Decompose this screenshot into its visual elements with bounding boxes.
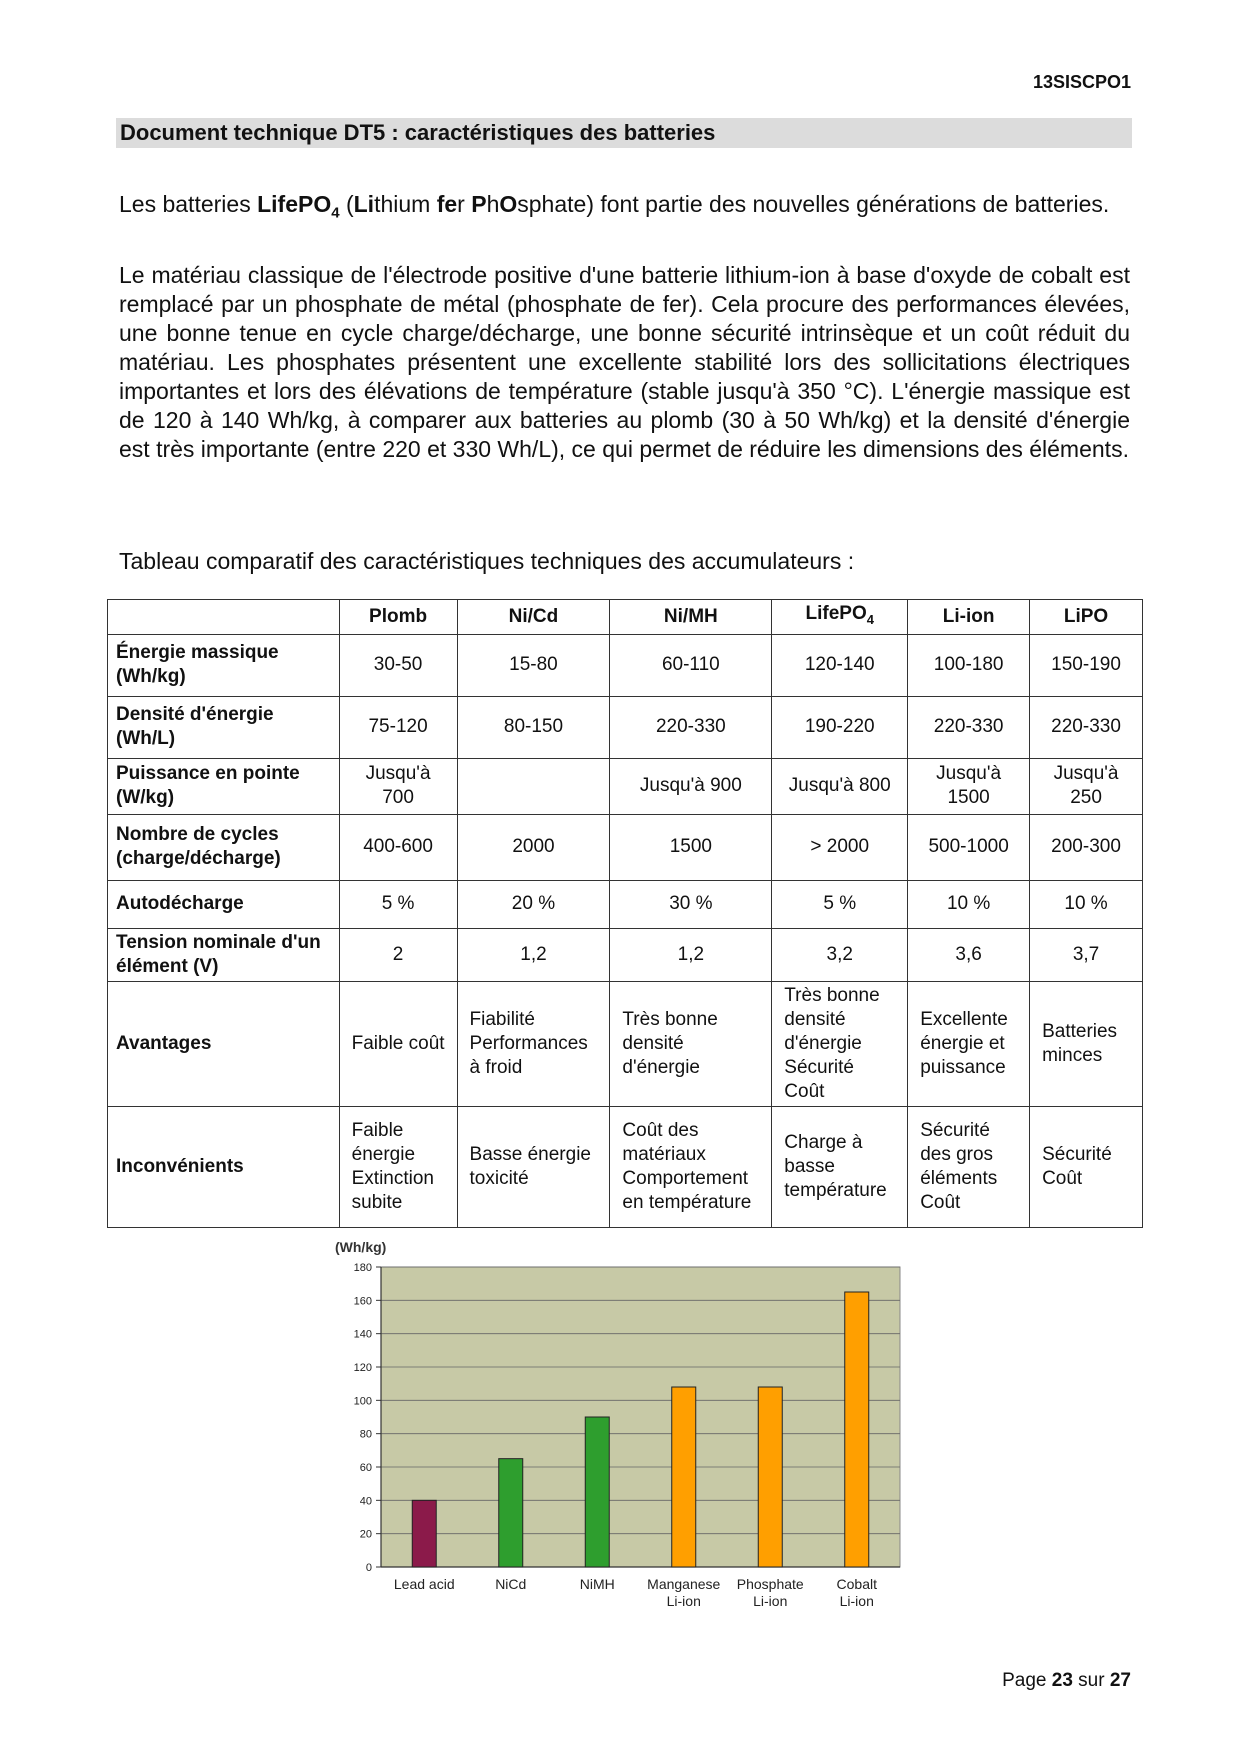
table-cell: 3,7 xyxy=(1030,928,1143,981)
table-cell: 10 % xyxy=(908,880,1030,928)
table-cell: 2 xyxy=(339,928,457,981)
chart-x-tick-label: NiCd xyxy=(495,1576,527,1592)
table-cell: 5 % xyxy=(339,880,457,928)
intro-paragraph-2: Le matériau classique de l'électrode positive d'une batterie lithium-ion à base d'oxyde de cobalt est remplacé par un phosphate de métal (phosphate de fer). Cela procure des performances élevées, une bonne tenue en cycle charge/décharge, une bonne sécurité intrinsèque et un coût réduit du matériau. Les phosphates présentent une excellente stabilité lors des sollicitations électriques importantes et lors des élévations de température (stable jusqu'à 350 °C). L'énergie massique est de 120 à 140 Wh/kg, à comparer aux batteries au plomb (30 à 50 Wh/kg) et la densité d'énergie est très importante (entre 220 et 330 Wh/L), ce qui permet de réduire les dimensions des éléments. xyxy=(119,262,1130,462)
table-cell: Jusqu'à 800 xyxy=(772,758,908,814)
table-cell: Batteries minces xyxy=(1030,981,1143,1106)
chart-x-tick-label: Li-ion xyxy=(753,1593,788,1609)
table-cell: 200-300 xyxy=(1030,814,1143,880)
chart-y-tick-label: 40 xyxy=(359,1495,372,1508)
table-cell: 3,6 xyxy=(908,928,1030,981)
chart-bar xyxy=(758,1387,782,1567)
table-cell: 500-1000 xyxy=(908,814,1030,880)
table-cell: 120-140 xyxy=(772,634,908,696)
chart-bar xyxy=(412,1500,436,1567)
chart-y-tick-label: 0 xyxy=(365,1562,372,1574)
table-row xyxy=(108,880,1143,928)
table-row xyxy=(108,928,1143,981)
chart-y-axis-label: (Wh/kg) xyxy=(335,1239,387,1255)
table-row xyxy=(108,634,1143,696)
table-row xyxy=(108,696,1143,758)
table-header-row xyxy=(108,600,1143,635)
chart-plot-area xyxy=(381,1267,900,1567)
table-caption: Tableau comparatif des caractéristiques techniques des accumulateurs : xyxy=(119,548,855,574)
table-cell: 2000 xyxy=(457,814,610,880)
table-cell: Jusqu'à 700 xyxy=(339,758,457,814)
table-cell: 1500 xyxy=(610,814,772,880)
chart-y-tick-label: 180 xyxy=(353,1262,372,1274)
table-row xyxy=(108,758,1143,814)
table-cell: > 2000 xyxy=(772,814,908,880)
column-header: Plomb xyxy=(339,600,457,635)
table-cell: Très bonne densité d'énergie Sécurité Coût xyxy=(772,981,908,1106)
table-cell: Coût des matériaux Comportement en température xyxy=(610,1106,772,1227)
chart-bar xyxy=(845,1292,869,1567)
row-label: Tension nominale d'un élément (V) xyxy=(108,928,340,981)
chart-y-tick-label: 120 xyxy=(353,1362,372,1374)
table-cell: 1,2 xyxy=(610,928,772,981)
row-label: Énergie massique (Wh/kg) xyxy=(108,634,340,696)
table-cell: 220-330 xyxy=(610,696,772,758)
column-header: Ni/MH xyxy=(610,600,772,635)
chart-bar xyxy=(585,1417,609,1567)
table-cell: 220-330 xyxy=(1030,696,1143,758)
chart-x-tick-label: Lead acid xyxy=(393,1576,455,1592)
table-cell: 1,2 xyxy=(457,928,610,981)
table-cell: 3,2 xyxy=(772,928,908,981)
chart-y-tick-label: 20 xyxy=(359,1528,372,1541)
column-header: LifePO$_4$ xyxy=(772,600,908,635)
column-header: LiPO xyxy=(1030,600,1143,635)
chart-y-tick-label: 100 xyxy=(353,1395,372,1408)
table-cell: 220-330 xyxy=(908,696,1030,758)
table-cell: Fiabilité Performances à froid xyxy=(457,981,610,1106)
table-cell: Excellente énergie et puissance xyxy=(908,981,1030,1106)
intro-paragraph-1: Les batteries LifePO$_4$ (Lithium fer PhOsphate) font partie des nouvelles générations de batteries. xyxy=(119,191,1110,222)
row-label: Puissance en pointe (W/kg) xyxy=(108,758,340,814)
section-title: Document technique DT5 : caractéristiques des batteries xyxy=(116,118,1132,148)
chart-x-tick-label: Cobalt xyxy=(836,1576,877,1592)
chart-x-tick-label: Li-ion xyxy=(839,1593,874,1609)
chart-y-tick-label: 160 xyxy=(353,1295,372,1308)
chart-bar xyxy=(499,1459,523,1567)
table-cell: 75-120 xyxy=(339,696,457,758)
table-cell: Faible énergie Extinction subite xyxy=(339,1106,457,1227)
table-cell: 30 % xyxy=(610,880,772,928)
table-row xyxy=(108,814,1143,880)
table-cell: Charge à basse température xyxy=(772,1106,908,1227)
table-cell: Sécurité Coût xyxy=(1030,1106,1143,1227)
table-cell: Très bonne densité d'énergie xyxy=(610,981,772,1106)
row-label: Nombre de cycles (charge/décharge) xyxy=(108,814,340,880)
table-row xyxy=(108,981,1143,1106)
chart-x-tick-label: Phosphate xyxy=(736,1576,804,1592)
chart-x-tick-label: NiMH xyxy=(579,1576,615,1592)
table-cell: 15-80 xyxy=(457,634,610,696)
row-label: Avantages xyxy=(108,981,340,1106)
table-cell: Jusqu'à 1500 xyxy=(908,758,1030,814)
table-cell: Jusqu'à 250 xyxy=(1030,758,1143,814)
column-header: Ni/Cd xyxy=(457,600,610,635)
chart-bar xyxy=(672,1387,696,1567)
table-cell: Basse énergie toxicité xyxy=(457,1106,610,1227)
table-cell: 190-220 xyxy=(772,696,908,758)
chart-y-tick-label: 140 xyxy=(353,1328,372,1341)
column-header: Li-ion xyxy=(908,600,1030,635)
table-cell: 80-150 xyxy=(457,696,610,758)
table-cell: Faible coût xyxy=(339,981,457,1106)
table-cell: 400-600 xyxy=(339,814,457,880)
table-cell: 20 % xyxy=(457,880,610,928)
page-footer: Page 23 sur 27 xyxy=(1002,1670,1131,1691)
chart-y-tick-label: 80 xyxy=(359,1428,372,1441)
table-cell: 100-180 xyxy=(908,634,1030,696)
row-label: Inconvénients xyxy=(108,1106,340,1227)
table-row xyxy=(108,1106,1143,1227)
energy-bar-chart xyxy=(325,1235,925,1635)
table-cell: 150-190 xyxy=(1030,634,1143,696)
table-cell: 30-50 xyxy=(339,634,457,696)
table-cell xyxy=(457,758,610,814)
header-corner xyxy=(108,600,340,635)
comparison-table xyxy=(107,599,1143,1228)
table-cell: 5 % xyxy=(772,880,908,928)
table-cell: 10 % xyxy=(1030,880,1143,928)
table-cell: Jusqu'à 900 xyxy=(610,758,772,814)
chart-x-tick-label: Manganese xyxy=(647,1576,721,1592)
row-label: Densité d'énergie (Wh/L) xyxy=(108,696,340,758)
row-label: Autodécharge xyxy=(108,880,340,928)
table-cell: Sécurité des gros éléments Coût xyxy=(908,1106,1030,1227)
table-cell: 60-110 xyxy=(610,634,772,696)
chart-x-tick-label: Li-ion xyxy=(666,1593,701,1609)
document-code: 13SISCPO1 xyxy=(1032,72,1131,92)
chart-y-tick-label: 60 xyxy=(359,1462,372,1474)
